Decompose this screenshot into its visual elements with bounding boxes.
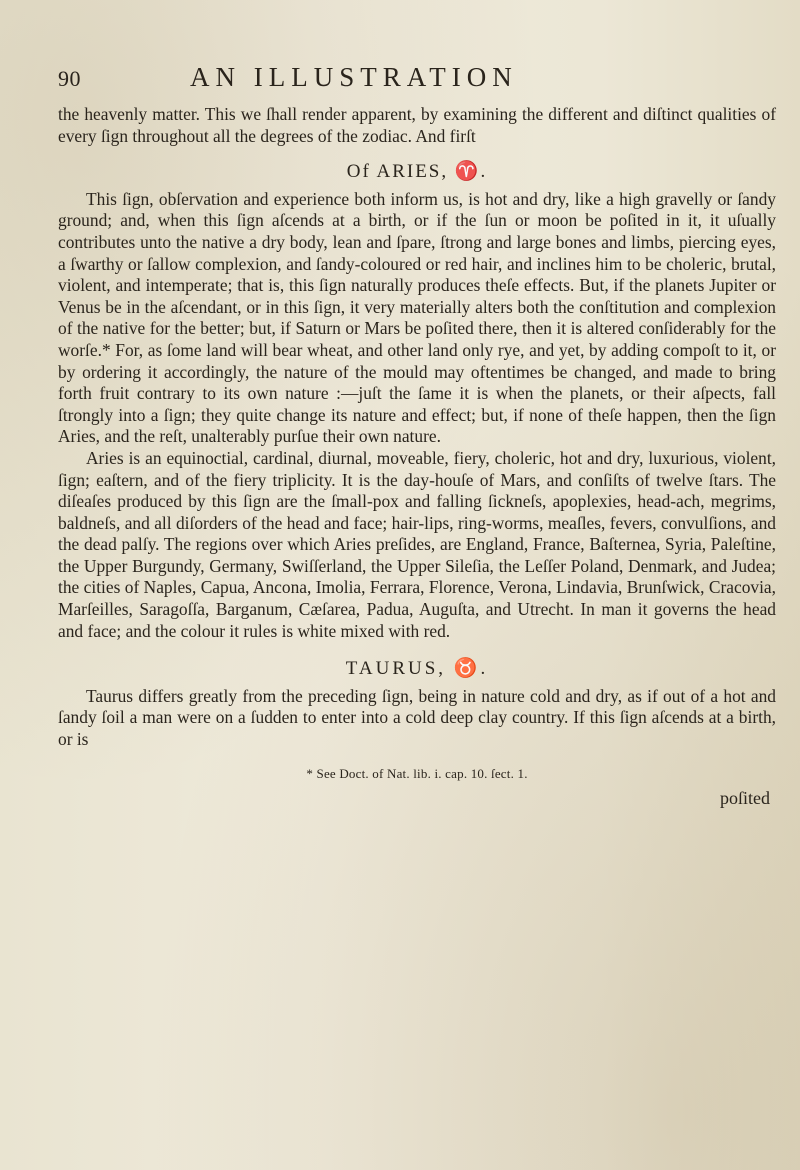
page-body (58, 104, 776, 810)
taurus-heading: TAURUS, ♉. (345, 658, 489, 680)
footnote: * See Doct. of Nat. lib. i. cap. 10. ſect. 1. (306, 765, 528, 781)
running-head: AN ILLUSTRATION (190, 62, 518, 92)
aries-heading: Of ARIES, ♈. (346, 161, 488, 183)
page-number: 90 (58, 66, 81, 91)
aries-paragraph-1: This ſign, obſervation and experience both inform us, is hot and dry, like a high gravelly or ſandy ground; and, when this ſign aſcends at a birth, or if the ſun or moon be poſited in it, it uſually contributes unto the native a dry body, lean and ſpare, ſtrong and large bones and limbs, piercing eyes, a ſwarthy or ſallow complexion, and ſandy-coloured or red hair, and inclines him to be choleric, brutal, violent, and intemperate; that is, this ſign naturally produces theſe effects. But, if the planets Jupiter or Venus be in the aſcendant, or in this ſign, it very materially alters both the conſtitution and complexion of the native for the better; but, if Saturn or Mars be poſited there, then it is altered conſiderably for the worſe.* For, as ſome land will bear wheat, and other land only rye, and yet, by adding compoſt to it, or by ordering it accordingly, the nature of the mould may oftentimes be changed, and made to bring forth fruit contrary to its own nature :—juſt the ſame it is when the planets, or their aſpects, fall ſtrongly into a ſign; they quite change its nature and effect; but, if none of theſe happen, then the ſign Aries, and the reſt, unalterably purſue their own nature. (58, 188, 776, 447)
catchword: poſited (720, 788, 770, 809)
taurus-paragraph-1: Taurus differs greatly from the preceding ſign, being in nature cold and dry, as if out of a hot and ſandy ſoil a man were on a ſudden to enter into a cold deep clay country. If this ſign aſcends at a birth, or is (58, 685, 776, 750)
page-header (58, 62, 778, 98)
aries-paragraph-2: Aries is an equinoctial, cardinal, diurnal, moveable, fiery, choleric, hot and dry, luxurious, violent, ſign; eaſtern, and of the fiery triplicity. It is the day-houſe of Mars, and conſiſts of twelve ſtars. The diſeaſes produced by this ſign are the ſmall-pox and falling ſickneſs, apoplexies, head-ach, megrims, baldneſs, and all diſorders of the head and face; hair-lips, ring-worms, meaſles, fevers, convulſions, and the dead palſy. The regions over which Aries preſides, are England, France, Baſternea, Syria, Paleſtine, the Upper Burgundy, Germany, Swiſſerland, the Upper Sileſia, the Leſſer Poland, Denmark, and Judea; the cities of Naples, Capua, Ancona, Imolia, Ferrara, Florence, Verona, Lindavia, Brunſwick, Cracovia, Marſeilles, Saragoſſa, Barganum, Cæſarea, Padua, Auguſta, and Utrecht. In man it governs the head and face; and the colour it rules is white mixed with red. (58, 447, 776, 641)
intro-paragraph: the heavenly matter. This we ſhall render apparent, by examining the different and diſtinct qualities of every ſign throughout all the degrees of the zodiac. And firſt (58, 104, 776, 146)
